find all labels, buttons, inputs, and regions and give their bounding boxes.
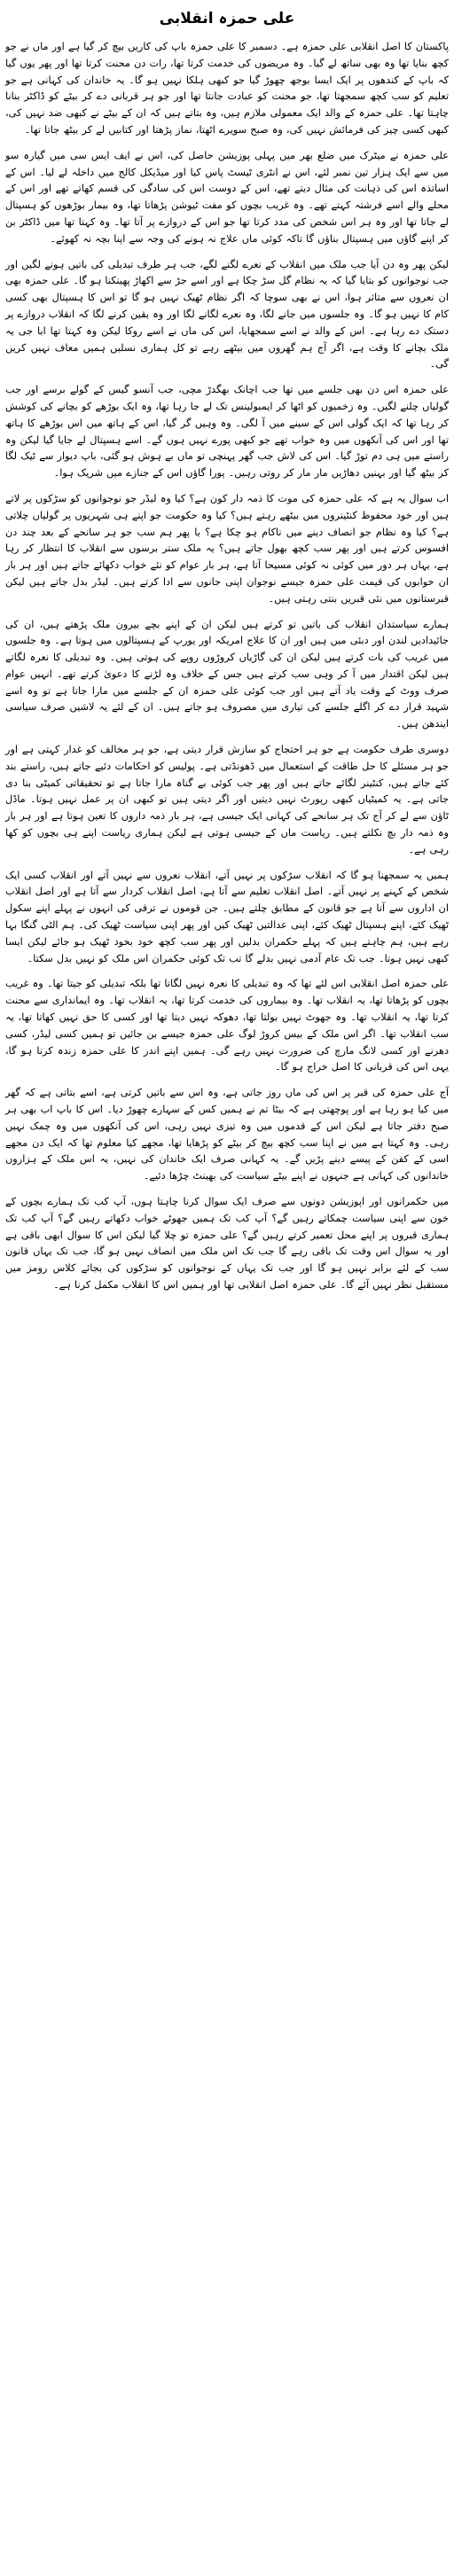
article-paragraph: علی حمزہ اس دن بھی جلسے میں تھا جب اچانک بھگدڑ مچی، جب آنسو گیس کے گولے برسے اور جب گولیاں چلنے لگیں۔ وہ زخمیوں کو اٹھا کر ایمبولینس تک لے جا رہا تھا، وہ ایک بوڑھے کو بچانے کی کوشش کر رہا تھا کہ ایک گولی اس کے سینے میں آ لگی۔ وہ وہیں گر گیا، اس کے ہاتھ میں اس بوڑھے کا ہاتھ تھا اور اس کی آنکھوں میں وہ خواب تھے جو کبھی پورے نہیں ہوں گے۔ اسے ہسپتال لے جایا گیا لیکن وہ راستے میں ہی دم توڑ گیا۔ اس کی لاش جب گھر پہنچی تو ماں بے ہوش ہو گئی، باپ دیوار سے ٹیک لگا کر بیٹھ گیا اور بہنیں دھاڑیں مار مار کر روتی رہیں۔ پورا گاؤں اس کے جنازے میں شریک ہوا۔ (5, 384, 450, 480)
article-paragraph: ہمارے سیاستدان انقلاب کی باتیں تو کرتے ہیں لیکن ان کے اپنے بچے بیرون ملک پڑھتے ہیں، ان کی جائیدادیں لندن اور دبئی میں ہیں اور ان کا علاج امریکہ اور یورپ کے ہسپتالوں میں ہوتا ہے۔ وہ جلسوں میں غریب کی بات کرتے ہیں لیکن ان کی گاڑیاں کروڑوں روپے کی ہوتی ہیں۔ وہ تبدیلی کا نعرہ لگاتے ہیں لیکن اقتدار میں آ کر وہی سب کرتے ہیں جس کے خلاف وہ لڑنے کا دعویٰ کرتے تھے۔ انہیں عوام صرف ووٹ کے وقت یاد آتے ہیں اور جب کوئی علی حمزہ ان کے جلسے میں مارا جاتا ہے تو وہ اسے شہید قرار دے کر اگلے جلسے کی تیاری میں مصروف ہو جاتے ہیں۔ ان کے لئے یہ لاشیں صرف سیاسی ایندھن ہیں۔ (5, 618, 449, 730)
article-body (5, 39, 449, 1294)
article-paragraph: دوسری طرف حکومت ہے جو ہر احتجاج کو سازش قرار دیتی ہے، جو ہر مخالف کو غدار کہتی ہے اور جو ہر مسئلے کا حل طاقت کے استعمال میں ڈھونڈتی ہے۔ پولیس کو احکامات دئیے جاتے ہیں، راستے بند کئے جاتے ہیں، کنٹینر لگائے جاتے ہیں اور پھر جب کوئی بے گناہ مارا جاتا ہے تو تحقیقاتی کمیٹی بنا دی جاتی ہے۔ یہ کمیٹیاں کبھی رپورٹ نہیں دیتیں اور اگر دیتی ہیں تو کبھی ان پر عمل نہیں ہوتا۔ ماڈل ٹاؤن سے لے کر آج تک ہر سانحے کی کہانی ایک جیسی ہے، ہر بار ذمہ داروں کا تعین ہوتا ہے اور ہر بار وہ ذمہ دار بچ نکلتے ہیں۔ ریاست ماں کے جیسی ہوتی ہے لیکن ہماری ریاست اپنے ہی بچوں کو کھا رہی ہے۔ (5, 744, 449, 855)
article-title: علی حمزہ انقلابی (159, 10, 295, 27)
article-paragraph: پاکستان کا اصل انقلابی علی حمزہ ہے۔ دسمبر کا علی حمزہ باپ کی کاریں بیچ کر گیا ہے اور ماں نے جو کچھ بنایا تھا وہ بھی ساتھ لے گیا۔ وہ مریضوں کی خدمت کرتا تھا، رات دن محنت کرتا تھا اور پھر یوں گیا کہ باپ کے کندھوں پر ایک ایسا بوجھ چھوڑ گیا جو کبھی ہلکا نہیں ہو گا۔ یہ خاندان کی کہانی ہے جو تعلیم کو سب کچھ سمجھتا تھا، جو محنت کو عبادت جانتا تھا اور جو ہر قربانی دے کر بیٹے کو ڈاکٹر بنانا چاہتا تھا۔ علی حمزہ کے والد ایک معمولی ملازم ہیں، وہ بتاتے ہیں کہ ان کے بیٹے نے کبھی ضد نہیں کی، کبھی کسی چیز کی فرمائش نہیں کی، وہ صبح سویرے اٹھتا، نماز پڑھتا اور کتابیں لے کر بیٹھ جاتا تھا۔ (5, 41, 449, 136)
article-paragraph: علی حمزہ نے میٹرک میں ضلع بھر میں پہلی پوزیشن حاصل کی، اس نے ایف ایس سی میں گیارہ سو میں سے ایک ہزار تین نمبر لئے، اس نے انٹری ٹیسٹ پاس کیا اور میڈیکل کالج میں داخلہ لے لیا۔ اس کے اساتذہ اس کی ذہانت کی مثال دیتے تھے، اس کے دوست اس کی سادگی کی قسم کھاتے تھے اور اس کے محلے والے اسے فرشتہ کہتے تھے۔ وہ غریب بچوں کو مفت ٹیوشن پڑھاتا تھا، وہ بیمار بوڑھوں کو ہسپتال لے جاتا تھا اور وہ ہر اس شخص کی مدد کرتا تھا جو اس کے دروازے پر آتا تھا۔ وہ کہتا تھا میں ڈاکٹر بن کر اپنے گاؤں میں ہسپتال بناؤں گا تاکہ کوئی ماں علاج نہ ہونے کی وجہ سے اپنا بچہ نہ کھوئے۔ (5, 149, 449, 245)
article-paragraph: لیکن پھر وہ دن آیا جب ملک میں انقلاب کے نعرے لگنے لگے، جب ہر طرف تبدیلی کی باتیں ہونے لگیں اور جب نوجوانوں کو بتایا گیا کہ یہ نظام گل سڑ چکا ہے اور اسے جڑ سے اکھاڑ پھینکنا ہو گا۔ علی حمزہ بھی ان نعروں سے متاثر ہوا، اس نے بھی سوچا کہ اگر نظام ٹھیک نہیں ہو گا تو اس کا ہسپتال بھی کسی کام کا نہیں ہو گا۔ وہ جلسوں میں جانے لگا، وہ نعرے لگانے لگا اور وہ یقین کرنے لگا کہ انقلاب دروازے پر دستک دے رہا ہے۔ اس کے والد نے اسے سمجھایا، اس کی ماں نے اسے روکا لیکن وہ کہتا تھا ابا جی یہ ملک بچانے کا وقت ہے، اگر آج ہم گھروں میں بیٹھے رہے تو کل ہماری نسلیں ہمیں معاف نہیں کریں گی۔ (5, 258, 449, 371)
article-paragraph: میں حکمرانوں اور اپوزیشن دونوں سے صرف ایک سوال کرنا چاہتا ہوں، آپ کب تک ہمارے بچوں کے خون سے اپنی سیاست چمکاتے رہیں گے؟ آپ کب تک ہمیں جھوٹے خواب دکھاتے رہیں گے؟ آپ کب تک ہماری قبروں پر اپنے محل تعمیر کرتے رہیں گے؟ علی حمزہ تو چلا گیا لیکن اس کا سوال ابھی باقی ہے اور یہ سوال اس وقت تک باقی رہے گا جب تک اس ملک میں انصاف نہیں ہو گا، جب تک یہاں قانون سب کے لئے برابر نہیں ہو گا اور جب تک یہاں کے نوجوانوں کو سڑکوں کی بجائے کلاس رومز میں مستقبل نظر نہیں آئے گا۔ علی حمزہ اصل انقلابی تھا اور ہمیں اس کا انقلاب مکمل کرنا ہے۔ (5, 1196, 449, 1291)
article-paragraph: علی حمزہ اصل انقلابی اس لئے تھا کہ وہ تبدیلی کا نعرہ نہیں لگاتا تھا بلکہ تبدیلی کو جیتا تھا۔ وہ غریب بچوں کو پڑھاتا تھا، یہ انقلاب تھا۔ وہ بیماروں کی خدمت کرتا تھا، یہ انقلاب تھا۔ وہ ایمانداری سے محنت کرتا تھا، یہ انقلاب تھا۔ وہ جھوٹ نہیں بولتا تھا، دھوکہ نہیں دیتا تھا اور کسی کا حق نہیں کھاتا تھا، یہ سب انقلاب تھا۔ اگر اس ملک کے بیس کروڑ لوگ علی حمزہ جیسے بن جائیں تو ہمیں کسی لیڈر، کسی دھرنے اور کسی لانگ مارچ کی ضرورت نہیں رہے گی۔ ہمیں اپنے اندر کا علی حمزہ زندہ کرنا ہو گا، یہی اس کی قربانی کا اصل خراج ہو گا۔ (5, 978, 449, 1073)
article-paragraph: اب سوال یہ ہے کہ علی حمزہ کی موت کا ذمہ دار کون ہے؟ کیا وہ لیڈر جو نوجوانوں کو سڑکوں پر لاتے ہیں اور خود محفوظ کنٹینروں میں بیٹھے رہتے ہیں؟ کیا وہ حکومت جو اپنے ہی شہریوں پر گولیاں چلاتی ہے؟ کیا وہ نظام جو انصاف دینے میں ناکام ہو چکا ہے؟ یا پھر ہم سب جو ہر سانحے کے بعد چند دن افسوس کرتے ہیں اور پھر سب کچھ بھول جاتے ہیں؟ یہ ملک ستر برسوں سے انقلاب کا انتظار کر رہا ہے، یہاں ہر دور میں کوئی نہ کوئی مسیحا آتا ہے، ہر بار عوام کو نئے خواب دکھائے جاتے ہیں اور ہر بار ان خوابوں کی قیمت علی حمزہ جیسے نوجوان اپنی جانوں سے ادا کرتے ہیں۔ لیڈر بدل جاتے ہیں لیکن قبرستانوں میں نئی قبریں بنتی رہتی ہیں۔ (5, 492, 449, 605)
article-paragraph: ہمیں یہ سمجھنا ہو گا کہ انقلاب سڑکوں پر نہیں آتے، انقلاب نعروں سے نہیں آتے اور انقلاب کسی ایک شخص کے کہنے پر نہیں آتے۔ اصل انقلاب تعلیم سے آتا ہے، اصل انقلاب کردار سے آتا ہے اور اصل انقلاب ان اداروں سے آتا ہے جو قانون کے مطابق چلتے ہیں۔ جن قوموں نے ترقی کی انہوں نے پہلے اپنے سکول ٹھیک کئے، اپنے ہسپتال ٹھیک کئے، اپنی عدالتیں ٹھیک کیں اور پھر اپنی سیاست ٹھیک کی۔ ہم الٹی گنگا بہا رہے ہیں، ہم چاہتے ہیں کہ پہلے حکمران بدلیں اور پھر سب کچھ خود بخود ٹھیک ہو جائے لیکن ایسا کبھی نہیں ہوتا۔ جب تک عام آدمی نہیں بدلے گا تب تک کوئی حکمران اس ملک کو نہیں بدل سکتا۔ (5, 869, 449, 964)
article-paragraph: آج علی حمزہ کی قبر پر اس کی ماں روز جاتی ہے، وہ اس سے باتیں کرتی ہے، اسے بتاتی ہے کہ گھر میں کیا ہو رہا ہے اور پوچھتی ہے کہ بیٹا تم نے ہمیں کس کے سہارے چھوڑ دیا۔ اس کا باپ اب بھی ہر صبح دفتر جاتا ہے لیکن اس کے قدموں میں وہ تیزی نہیں رہی، اس کی آنکھوں میں وہ چمک نہیں رہی۔ وہ کہتا ہے میں نے اپنا سب کچھ بیچ کر بیٹے کو پڑھایا تھا، مجھے کیا معلوم تھا کہ ایک دن مجھے اسی کے کفن کے پیسے دینے پڑیں گے۔ یہ کہانی صرف ایک خاندان کی نہیں، یہ اس ملک کے ہزاروں خاندانوں کی کہانی ہے جنہوں نے اپنے بیٹے سیاست کی بھینٹ چڑھا دئیے۔ (5, 1087, 449, 1183)
